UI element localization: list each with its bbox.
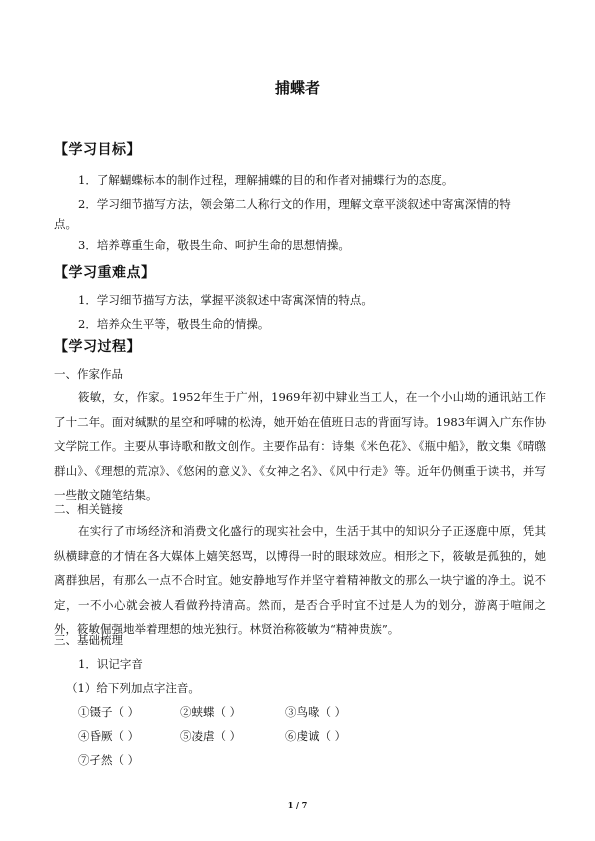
question-instruction: （1）给下列加点字注音。 [66,681,200,695]
goal-item-1: 1．了解蝴蝶标本的制作过程，理解捕蝶的目的和作者对捕蝶行为的态度。 [78,173,454,187]
goal-item-2-cont: 点。 [54,217,77,231]
option-5: ⑤凌虐（ ） [180,729,242,743]
page-title: 捕蝶者 [274,79,320,97]
heading-key-points: 【学习重难点】 [54,265,156,281]
option-3: ③鸟喙（ ） [285,705,347,719]
goal-item-2: 2．学习细节描写方法，领会第二人称行文的作用，理解文章平淡叙述中寄寓深情的特 [78,197,511,211]
option-2: ②蛱蝶（ ） [180,705,242,719]
page-number: 1 / 7 [287,800,308,810]
section-title-author: 一、作家作品 [54,367,123,381]
option-6: ⑥虔诚（ ） [285,729,347,743]
key-point-2: 2．培养众生平等，敬畏生命的情操。 [78,317,270,331]
section-title-related: 二、相关链接 [54,502,123,516]
option-1: ①镊子（ ） [78,705,140,719]
key-point-1: 1．学习细节描写方法，掌握平淡叙述中寄寓深情的特点。 [78,293,373,307]
author-paragraph: 筱敏，女，作家。1952年生于广州，1969年初中肄业当工人，在一个小山坳的通讯站工作了十二年。面对缄默的星空和呼啸的松涛，她开始在值班日志的背面写诗。1983年调入广东作协文学院工作。主要从事诗歌和散文创作。主要作品有：诗集《米色花》、《瓶中船》，散文集《晴㬠群山》、《理想的荒凉》、《悠闲的意义》、《女神之名》、《风中行走》等。近年仍侧重于读书，并写一些散文随笔结集。 [54,390,546,502]
heading-learning-goals: 【学习目标】 [54,142,141,158]
option-4: ④昏厥（ ） [78,729,140,743]
option-7: ⑦孑然（ ） [78,753,140,767]
heading-learning-process: 【学习过程】 [54,339,141,355]
section-title-basics: 三、基础梳理 [54,633,123,647]
related-paragraph: 在实行了市场经济和消费文化盛行的现实社会中，生活于其中的知识分子正逐鹿中原，凭其纵横肆意的才情在各大媒体上嬉笑怒骂，以博得一时的眼球效应。相形之下，筱敏是孤独的，她离群独居，有那么一点不合时宜。她安静地写作并坚守着精神散文的那么一块宁谧的净土。说不定，一不小心就会被人看做矜持清高。然而，是否合乎时宜不过是人为的划分，游离于喧闹之外，筱敏倔强地举着理想的烛光独行。林贤治称筱敏为“精神贵族”。 [54,524,546,636]
subsection-pronunciation: 1．识记字音 [78,657,143,671]
goal-item-3: 3．培养尊重生命，敬畏生命、呵护生命的思想情操。 [78,238,350,252]
